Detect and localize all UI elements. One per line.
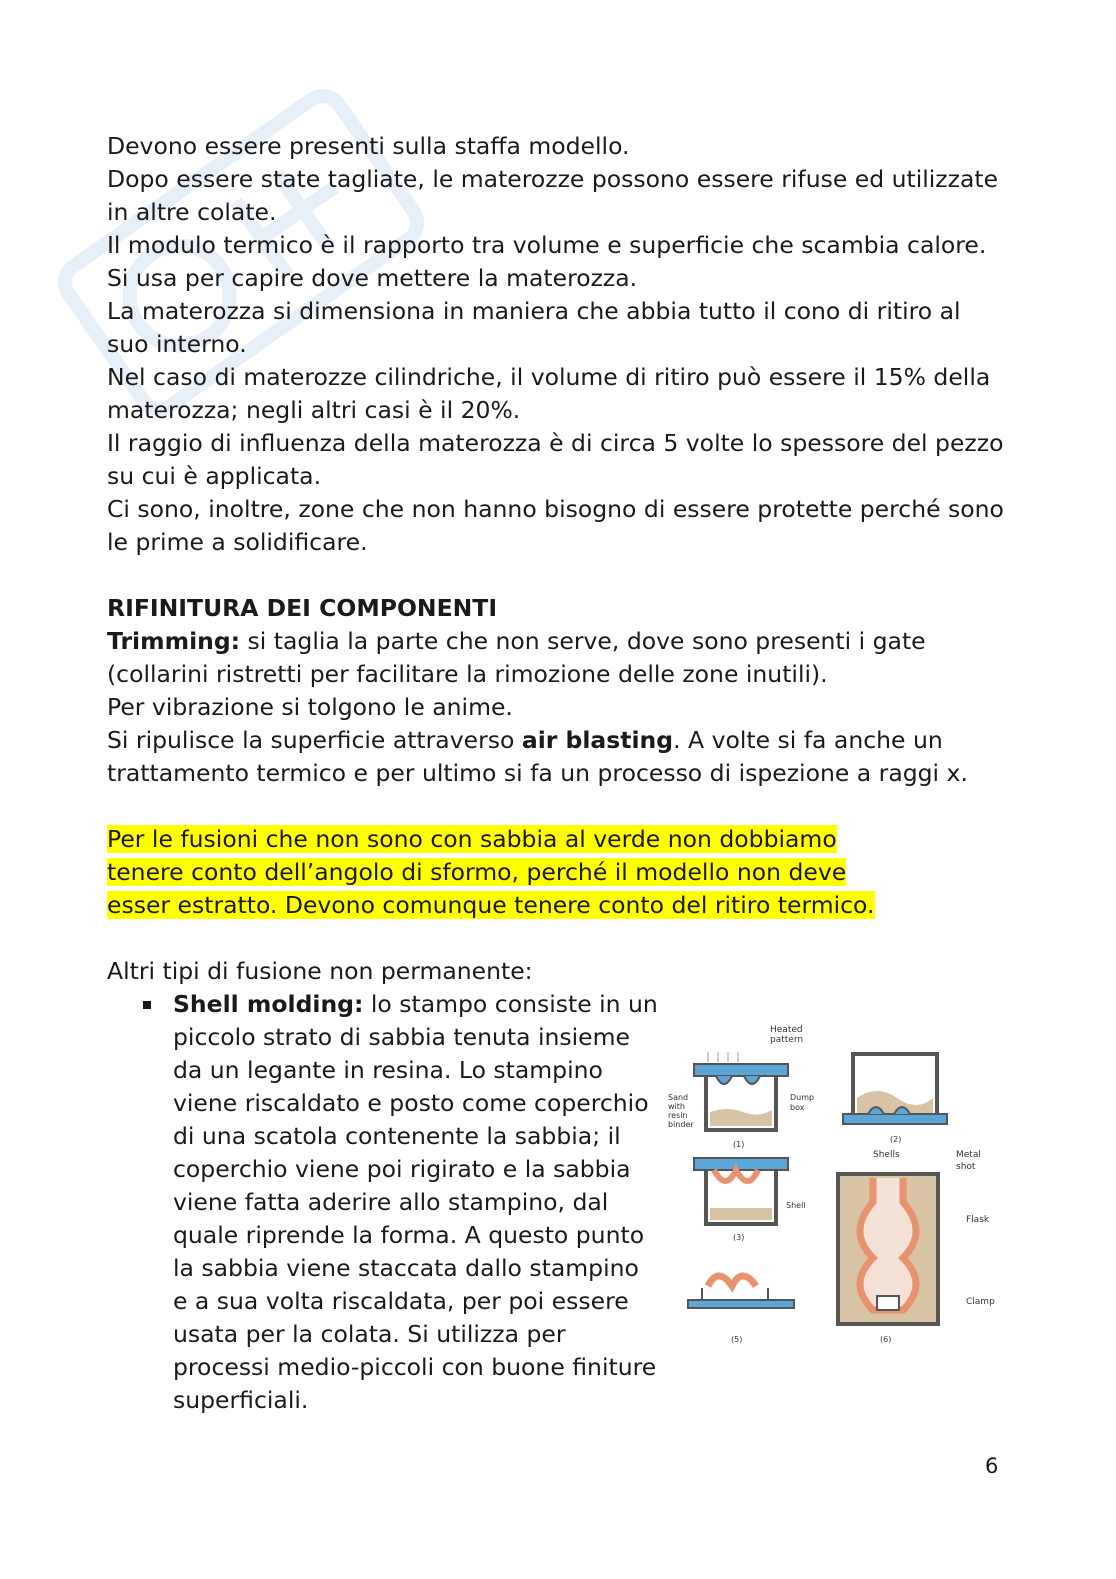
paragraph: Nel caso di materozze cilindriche, il volume di ritiro può essere il 15% della materozza; negli altri casi è il 20%.	[107, 363, 991, 424]
vibration-paragraph: Per vibrazione si tolgono le anime.	[107, 693, 513, 721]
paragraph: Ci sono, inoltre, zone che non hanno bisogno di essere protette perché sono le prime a solidificare.	[107, 495, 1004, 556]
svg-text:Sand: Sand	[668, 1093, 689, 1102]
other-types-intro: Altri tipi di fusione non permanente:	[107, 957, 533, 985]
svg-text:with: with	[668, 1102, 685, 1111]
svg-text:Shells: Shells	[873, 1150, 900, 1160]
svg-text:box: box	[790, 1103, 805, 1112]
step-3-diagram	[694, 1158, 788, 1224]
shell-molding-item	[173, 988, 1013, 1417]
trimming-term: Trimming:	[107, 627, 241, 655]
paragraph: Dopo essere state tagliate, le materozze possono essere rifuse ed utilizzate in altre colate.	[107, 165, 999, 226]
svg-text:(6): (6)	[880, 1335, 892, 1344]
svg-text:shot: shot	[956, 1162, 976, 1172]
paragraph: Il modulo termico è il rapporto tra volume e superficie che scambia calore. Si usa per capire dove mettere la materozza.	[107, 231, 987, 292]
svg-text:(3): (3)	[733, 1233, 745, 1242]
svg-text:(1): (1)	[733, 1140, 745, 1149]
paragraph: La materozza si dimensiona in maniera che abbia tutto il cono di ritiro al suo interno.	[107, 297, 961, 358]
shell-molding-text: Shell molding: lo stampo consiste in un piccolo strato di sabbia tenuta insieme da un legante in resina. Lo stampino viene riscaldato e posto come coperchio di una scatola contenente la sabbia; il coperchio viene poi rigirato e la sabbia viene fatta aderire allo stampino, dal quale riprende la forma. A questo punto la sabbia viene staccata dallo stampino e a sua volta riscaldata, per poi essere usata per la colata. Si utilizza per processi medio-piccoli con buone finiture superficiali.	[173, 990, 658, 1414]
svg-text:Heated: Heated	[770, 1025, 803, 1035]
page-number: 6	[985, 1454, 999, 1478]
svg-text:Flask: Flask	[966, 1215, 990, 1225]
svg-text:pattern: pattern	[770, 1035, 804, 1045]
svg-text:Dump: Dump	[790, 1093, 815, 1102]
svg-text:resin: resin	[668, 1111, 688, 1120]
paragraph: Devono essere presenti sulla staffa modello.	[107, 132, 630, 160]
svg-text:binder: binder	[668, 1120, 694, 1129]
bullet-icon	[143, 1001, 151, 1009]
paragraph: Il raggio di influenza della materozza è di circa 5 volte lo spessore del pezzo su cui è applicata.	[107, 429, 1004, 490]
shell-molding-figure	[668, 1002, 1013, 1362]
trimming-text: si taglia la parte che non serve, dove sono presenti i gate (collarini ristretti per facilitare la rimozione delle zone inutili).	[107, 627, 926, 688]
svg-text:Metal: Metal	[956, 1150, 981, 1160]
svg-text:(5): (5)	[731, 1335, 743, 1344]
step-1-diagram	[694, 1052, 788, 1130]
highlighted-note: Per le fusioni che non sono con sabbia al verde non dobbiamo tenere conto dell’angolo di sformo, perché il modello non deve esser estratto. Devono comunque tenere conto del ritiro termico.	[107, 825, 875, 919]
step-5-diagram	[688, 1276, 794, 1308]
svg-text:Clamp: Clamp	[966, 1297, 995, 1307]
document-body	[107, 130, 1007, 1417]
step-2-diagram	[843, 1054, 947, 1124]
section-heading: RIFINITURA DEI COMPONENTI	[107, 594, 498, 622]
trimming-paragraph	[107, 625, 1007, 691]
svg-text:Shell: Shell	[786, 1201, 806, 1210]
blasting-paragraph: Si ripulisce la superficie attraverso air blasting. A volte si fa anche un trattamento termico e per ultimo si fa un processo di ispezione a raggi x.	[107, 726, 968, 787]
shell-molding-term: Shell molding:	[173, 990, 364, 1018]
svg-text:(2): (2)	[890, 1135, 902, 1144]
blasting-term: air blasting	[521, 726, 674, 754]
step-6-diagram	[838, 1174, 938, 1324]
